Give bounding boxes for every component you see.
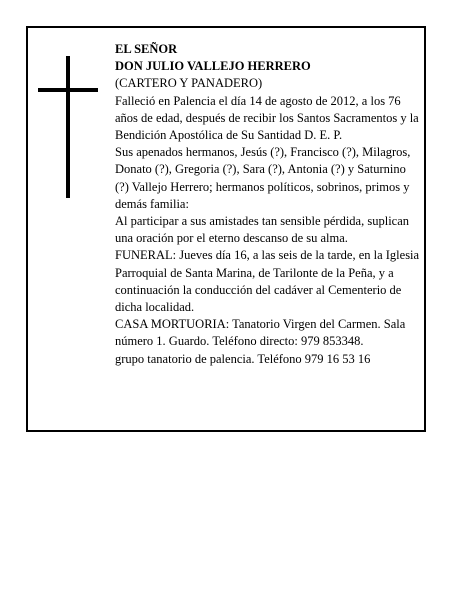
death-paragraph: Falleció en Palencia el día 14 de agosto de 2012, a los 76 años de edad, después de recibir los Santos Sacramentos y la Bendición Apostólica de Su Santidad D. E. P. [115,93,419,143]
obituary-notice [26,26,426,432]
cross-icon [38,56,98,198]
title-line-1: EL SEÑOR [115,42,178,56]
deceased-name: DON JULIO VALLEJO HERRERO [115,59,311,74]
cross-vertical-bar [66,56,70,198]
group-line: grupo tanatorio de palencia. Teléfono 979 16 53 16 [115,351,371,366]
cross-horizontal-bar [38,88,98,92]
notice-text [115,41,421,368]
request-paragraph: Al participar a sus amistades tan sensible pérdida, suplican una oración por el eterno descanso de su alma. [115,214,410,246]
occupation: (CARTERO Y PANADERO) [115,76,263,91]
mortuary-paragraph: CASA MORTUORIA: Tanatorio Virgen del Carmen. Sala número 1. Guardo. Teléfono directo: 979 853348. [115,317,406,349]
funeral-paragraph: FUNERAL: Jueves día 16, a las seis de la tarde, en la Iglesia Parroquial de Santa Marina, de Tarilonte de la Peña, y a continuación la conducción del cadáver al Cementerio de dicha localidad. [115,248,420,315]
family-paragraph: Sus apenados hermanos, Jesús (?), Francisco (?), Milagros, Donato (?), Gregoria (?), Sara (?), Antonia (?) y Saturnino (?) Vallejo Herrero; hermanos políticos, sobrinos, primos y demás familia: [115,145,411,211]
